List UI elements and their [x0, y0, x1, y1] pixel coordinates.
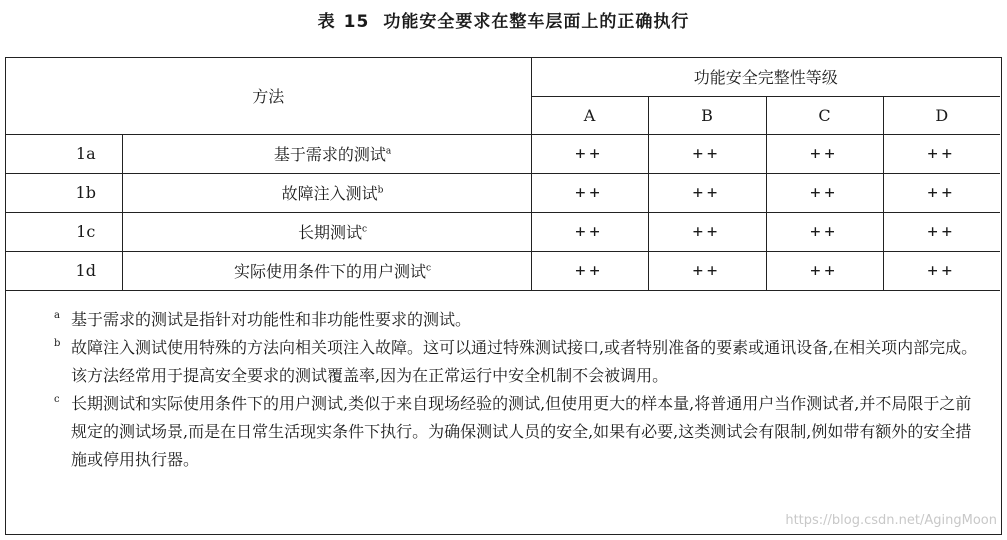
row-method [122, 134, 531, 173]
row-value-c: ++ [766, 134, 883, 173]
method-table [6, 58, 1000, 291]
row-value-d: ++ [883, 251, 1000, 290]
row-id: 1c [6, 212, 122, 251]
footnote-mark: b [54, 338, 61, 349]
row-value-d: ++ [883, 134, 1000, 173]
watermark-url: https://blog.csdn.net/AgingMoon [785, 513, 997, 528]
row-method-name: 长期测试 [297, 223, 362, 242]
table-number: 15 [343, 12, 370, 32]
row-value-a: ++ [531, 212, 648, 251]
table-title-text: 功能安全要求在整车层面上的正确执行 [383, 12, 690, 32]
row-method [122, 173, 531, 212]
table-row [6, 212, 1000, 251]
header-level-d: D [883, 96, 1000, 134]
row-method-name: 故障注入测试 [281, 184, 378, 203]
table-frame [5, 57, 1002, 535]
note-ref: b [377, 185, 384, 196]
row-value-a: ++ [531, 134, 648, 173]
footnote-mark: a [54, 310, 60, 321]
row-value-a: ++ [531, 173, 648, 212]
row-value-b: ++ [648, 134, 766, 173]
header-level-group: 功能安全完整性等级 [531, 58, 1000, 96]
table-row [6, 251, 1000, 290]
row-value-d: ++ [883, 173, 1000, 212]
footnotes [6, 294, 1000, 474]
row-value-a: ++ [531, 251, 648, 290]
row-method [122, 251, 531, 290]
footnote [6, 306, 1000, 334]
row-id: 1d [6, 251, 122, 290]
row-value-b: ++ [648, 212, 766, 251]
note-ref: c [425, 263, 432, 274]
row-id: 1b [6, 173, 122, 212]
table-title-label: 表 [317, 12, 336, 32]
header-method: 方法 [6, 58, 531, 134]
row-id: 1a [6, 134, 122, 173]
note-ref: a [385, 146, 392, 157]
header-level-c: C [766, 96, 883, 134]
row-value-c: ++ [766, 173, 883, 212]
row-value-d: ++ [883, 212, 1000, 251]
row-value-c: ++ [766, 251, 883, 290]
footnote [6, 334, 1000, 390]
footnote-text: 长期测试和实际使用条件下的用户测试,类似于来自现场经验的测试,但使用更大的样本量,将普通用户当作测试者,并不局限于之前规定的测试场景,而是在日常生活现实条件下执行。为确保测试人员的安全,如果有必要,这类测试会有限制,例如带有额外的安全措施或停用执行器。 [71, 394, 972, 469]
table-row [6, 134, 1000, 173]
row-value-b: ++ [648, 173, 766, 212]
row-method-name: 实际使用条件下的用户测试 [233, 262, 426, 281]
footnote-text: 基于需求的测试是指针对功能性和非功能性要求的测试。 [71, 310, 472, 329]
row-value-b: ++ [648, 251, 766, 290]
header-level-a: A [531, 96, 648, 134]
footnote [6, 390, 1000, 474]
note-ref: c [361, 224, 368, 235]
row-value-c: ++ [766, 212, 883, 251]
table-title [0, 7, 1007, 32]
footnote-text: 故障注入测试使用特殊的方法向相关项注入故障。这可以通过特殊测试接口,或者特别准备的要素或通讯设备,在相关项内部完成。该方法经常用于提高安全要求的测试覆盖率,因为在正常运行中安全机制不会被调用。 [71, 338, 978, 385]
row-method [122, 212, 531, 251]
row-method-name: 基于需求的测试 [273, 145, 386, 164]
table-row [6, 173, 1000, 212]
header-level-b: B [648, 96, 766, 134]
footnote-mark: c [54, 394, 60, 405]
